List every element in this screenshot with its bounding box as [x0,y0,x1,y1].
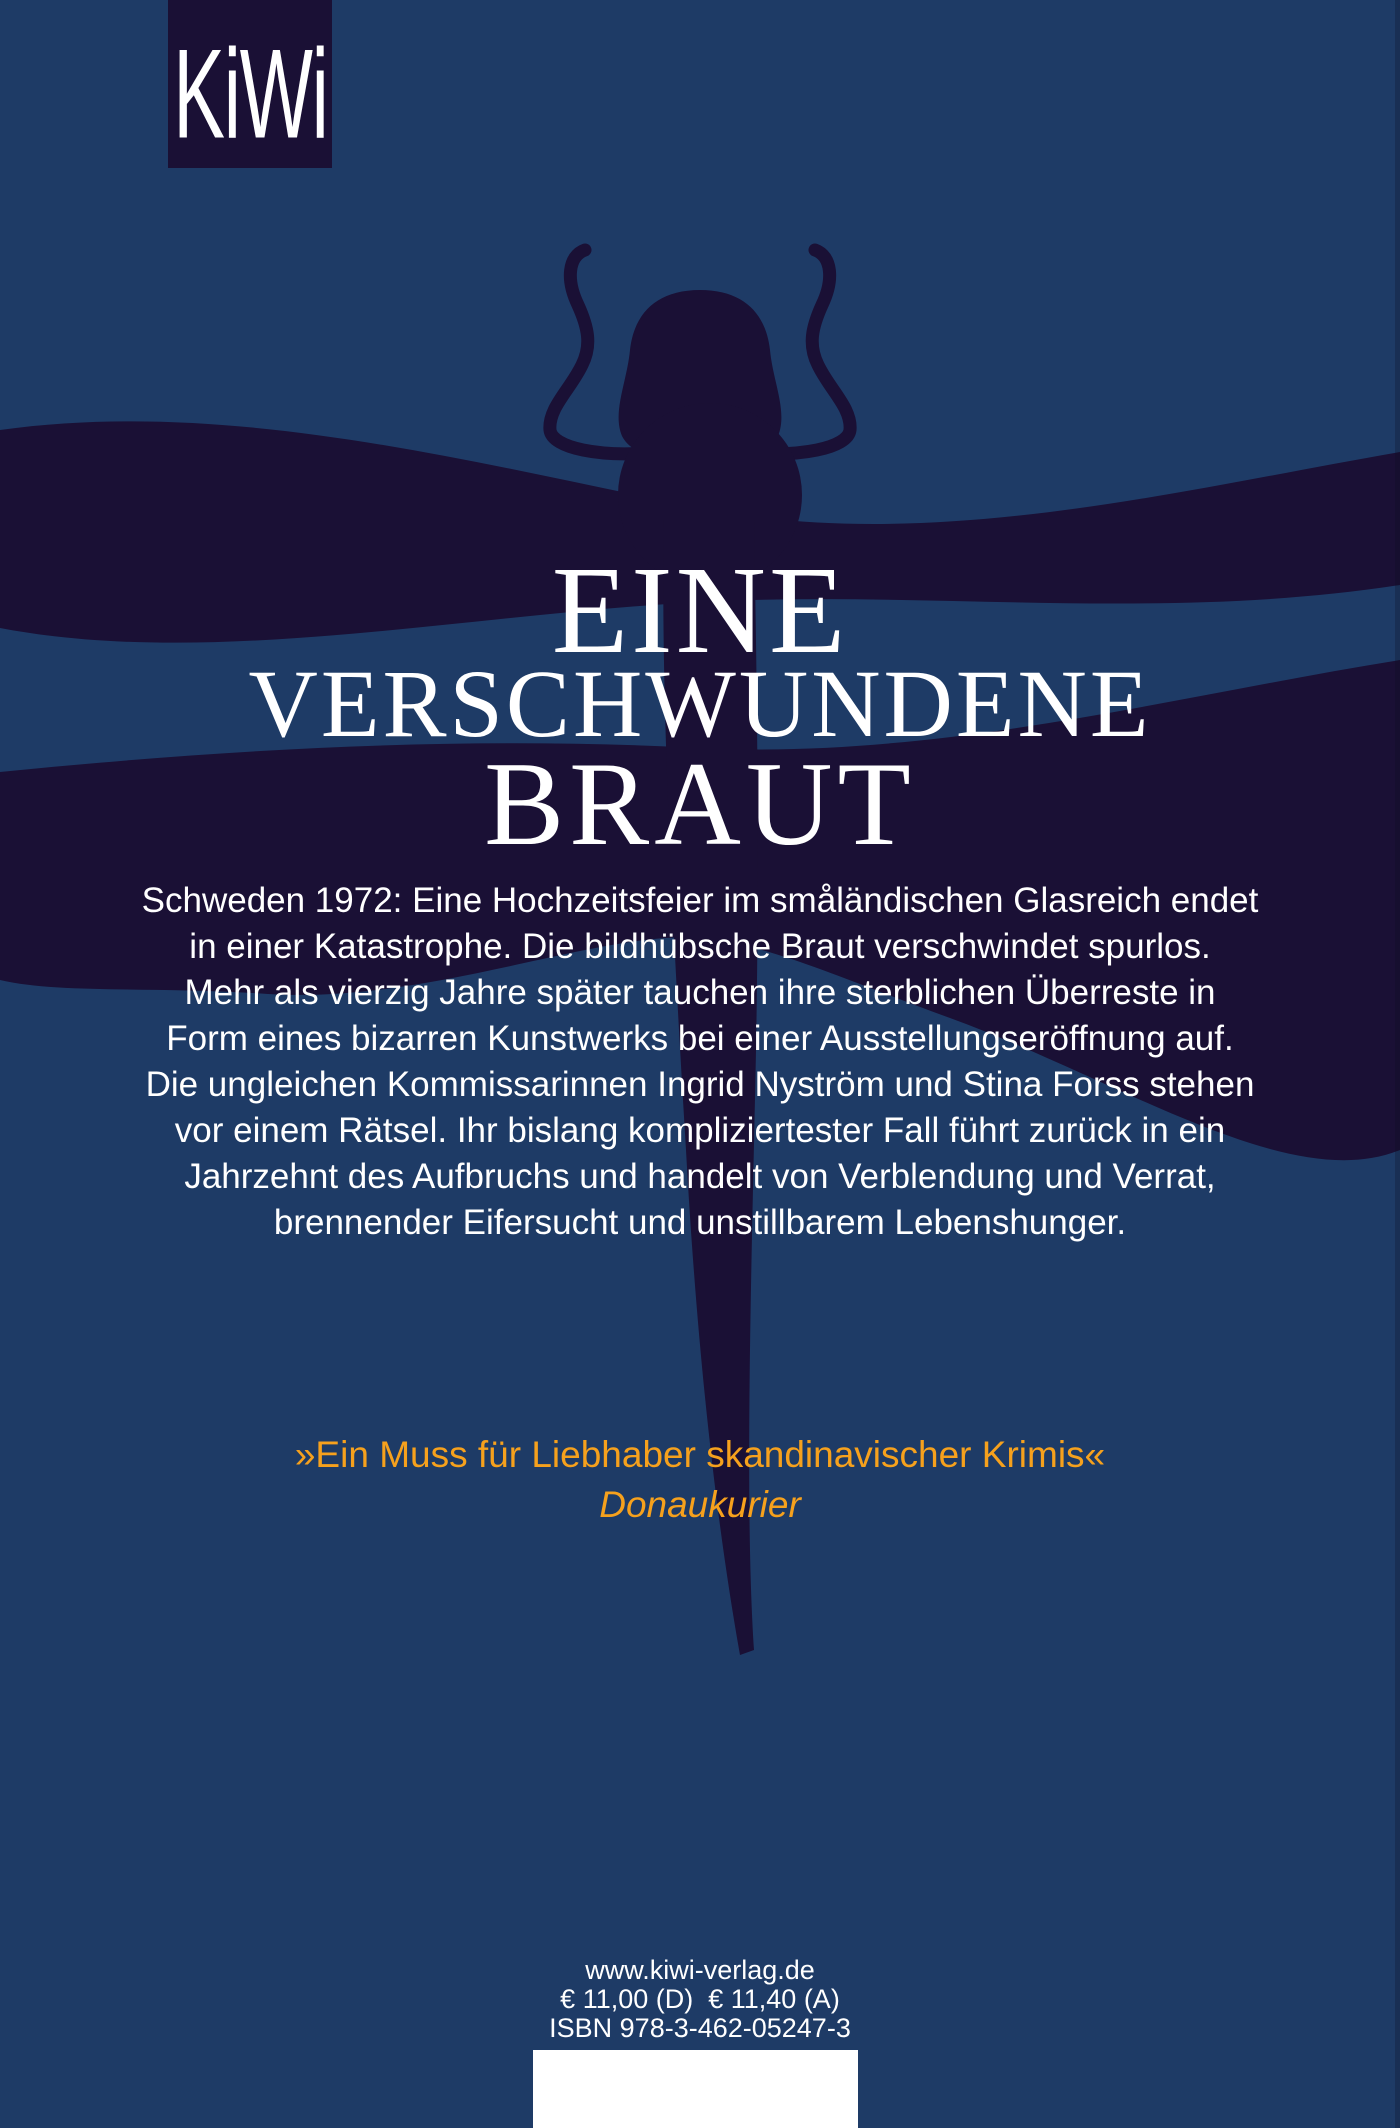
blurb-line: in einer Katastrophe. Die bildhübsche Braut verschwindet spurlos. [189,927,1211,966]
publisher-logo [168,0,332,168]
book-title-line-2: VERSCHWUNDENE [248,650,1152,757]
publisher-logo-text: KiWi [172,23,328,166]
website-url: www.kiwi-verlag.de [585,1955,815,1985]
blurb-line: Mehr als vierzig Jahre später tauchen ihre sterblichen Überreste in [184,973,1216,1012]
blurb [100,878,1300,1246]
blurb-line: Schweden 1972: Eine Hochzeitsfeier im småländischen Glasreich endet [141,881,1259,920]
press-quote: »Ein Muss für Liebhaber skandinavischer Krimis« [294,1434,1106,1475]
page-edge-shadow [1395,0,1400,2128]
barcode-area [533,2050,858,2128]
footer [0,1956,1400,2043]
blurb-line: brennender Eifersucht und unstillbarem Lebenshunger. [273,1203,1127,1242]
book-title-line-3: BRAUT [484,737,916,870]
press-quote-source: Donaukurier [599,1484,801,1525]
isbn: ISBN 978-3-462-05247-3 [549,2013,851,2043]
price: € 11,00 (D) € 11,40 (A) [560,1984,840,2014]
blurb-line: Form eines bizarren Kunstwerks bei einer Ausstellungseröffnung auf. [166,1019,1234,1058]
book-title-line-1: EINE [551,542,849,680]
blurb-line: vor einem Rätsel. Ihr bislang kompliziertester Fall führt zurück in ein [174,1111,1226,1150]
blurb-line: Die ungleichen Kommissarinnen Ingrid Nyström und Stina Forss stehen [145,1065,1255,1104]
blurb-line: Jahrzehnt des Aufbruchs und handelt von Verblendung und Verrat, [184,1157,1216,1196]
